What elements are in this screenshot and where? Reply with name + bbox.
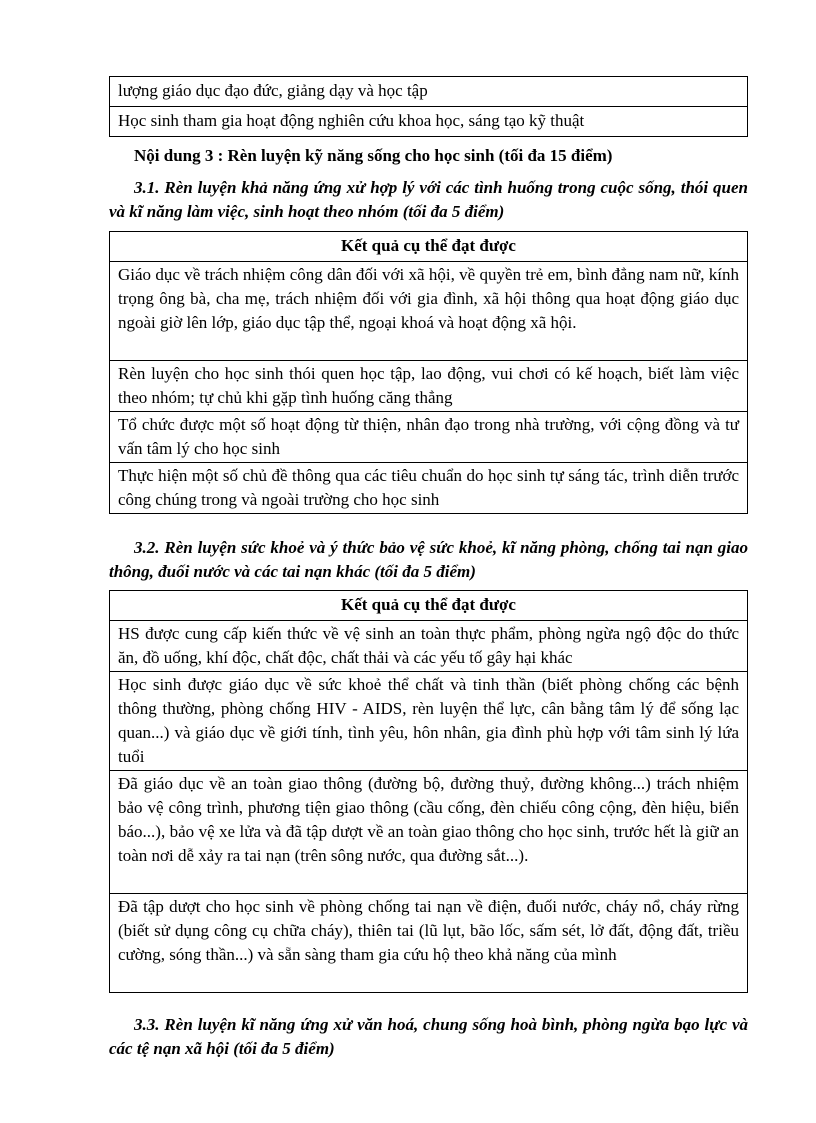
table-cell: HS được cung cấp kiến thức về vệ sinh an toàn thực phẩm, phòng ngừa ngộ độc do thức ăn, đồ uống, khí độc, chất độc, chất thải và các yếu tố gây hại khác xyxy=(110,621,748,672)
table-cell: Thực hiện một số chủ đề thông qua các tiêu chuẩn do học sinh tự sáng tác, trình diễn trước công chúng trong và ngoài trường cho học sinh xyxy=(110,463,748,514)
section-3-3-title: 3.3. Rèn luyện kĩ năng ứng xử văn hoá, chung sống hoà bình, phòng ngừa bạo lực và các tệ nạn xã hội (tối đa 5 điểm) xyxy=(109,1015,748,1058)
section-3-1-table xyxy=(109,231,748,514)
table-cell: Học sinh tham gia hoạt động nghiên cứu khoa học, sáng tạo kỹ thuật xyxy=(110,107,748,137)
table-header-row xyxy=(110,591,748,621)
table-row xyxy=(110,771,748,894)
table-row xyxy=(110,262,748,361)
table-row xyxy=(110,107,748,137)
table-row xyxy=(110,412,748,463)
table-cell: lượng giáo dục đạo đức, giảng dạy và học tập xyxy=(110,77,748,107)
table-cell: Rèn luyện cho học sinh thói quen học tập, lao động, vui chơi có kế hoạch, biết làm việc theo nhóm; tự chủ khi gặp tình huống căng thẳng xyxy=(110,361,748,412)
table-header-row xyxy=(110,232,748,262)
table-row xyxy=(110,621,748,672)
table-cell: Đã tập dượt cho học sinh về phòng chống tai nạn về điện, đuối nước, cháy nổ, cháy rừng (biết sử dụng công cụ chữa cháy), thiên tai (lũ lụt, bão lốc, sấm sét, lở đất, động đất, triều cường, sóng thần...) và sẵn sàng tham gia cứu hộ theo khả năng của mình xyxy=(110,894,748,993)
table-row xyxy=(110,463,748,514)
table-cell: Học sinh được giáo dục về sức khoẻ thể chất và tinh thần (biết phòng chống các bệnh thông thường, phòng chống HIV - AIDS, rèn luyện thể lực, cân bằng tâm lý để sống lạc quan...) và giáo dục về giới tính, tình yêu, hôn nhân, gia đình phù hợp với tâm sinh lý lứa tuổi xyxy=(110,672,748,771)
table-row xyxy=(110,672,748,771)
section-3-2-table xyxy=(109,590,748,993)
table-row xyxy=(110,361,748,412)
table-header: Kết quả cụ thể đạt được xyxy=(110,232,748,262)
table-row xyxy=(110,894,748,993)
section-3-2-title: 3.2. Rèn luyện sức khoẻ và ý thức bảo vệ sức khoẻ, kĩ năng phòng, chống tai nạn giao thông, đuối nước và các tai nạn khác (tối đa 5 điểm) xyxy=(109,538,748,581)
section-3-1-title: 3.1. Rèn luyện khả năng ứng xử hợp lý với các tình huống trong cuộc sống, thói quen và kĩ năng làm việc, sinh hoạt theo nhóm (tối đa 5 điểm) xyxy=(109,178,748,221)
top-table xyxy=(109,76,748,137)
table-cell: Đã giáo dục về an toàn giao thông (đường bộ, đường thuỷ, đường không...) trách nhiệm bảo vệ công trình, phương tiện giao thông (cầu cống, đèn chiếu công cộng, đèn hiệu, biển báo...), bảo vệ xe lửa và đã tập dượt về an toàn giao thông cho học sinh, trước hết là giữ an toàn nơi dễ xảy ra tai nạn (trên sông nước, qua đường sắt...). xyxy=(110,771,748,894)
table-row xyxy=(110,77,748,107)
table-cell: Tổ chức được một số hoạt động từ thiện, nhân đạo trong nhà trường, với cộng đồng và tư vấn tâm lý cho học sinh xyxy=(110,412,748,463)
table-cell: Giáo dục về trách nhiệm công dân đối với xã hội, về quyền trẻ em, bình đẳng nam nữ, kính trọng ông bà, cha mẹ, trách nhiệm đối với gia đình, xã hội thông qua hoạt động giáo dục ngoài giờ lên lớp, giáo dục tập thể, ngoại khoá và hoạt động xã hội. xyxy=(110,262,748,361)
table-header: Kết quả cụ thể đạt được xyxy=(110,591,748,621)
content-3-heading: Nội dung 3 : Rèn luyện kỹ năng sống cho học sinh (tối đa 15 điểm) xyxy=(134,146,613,165)
